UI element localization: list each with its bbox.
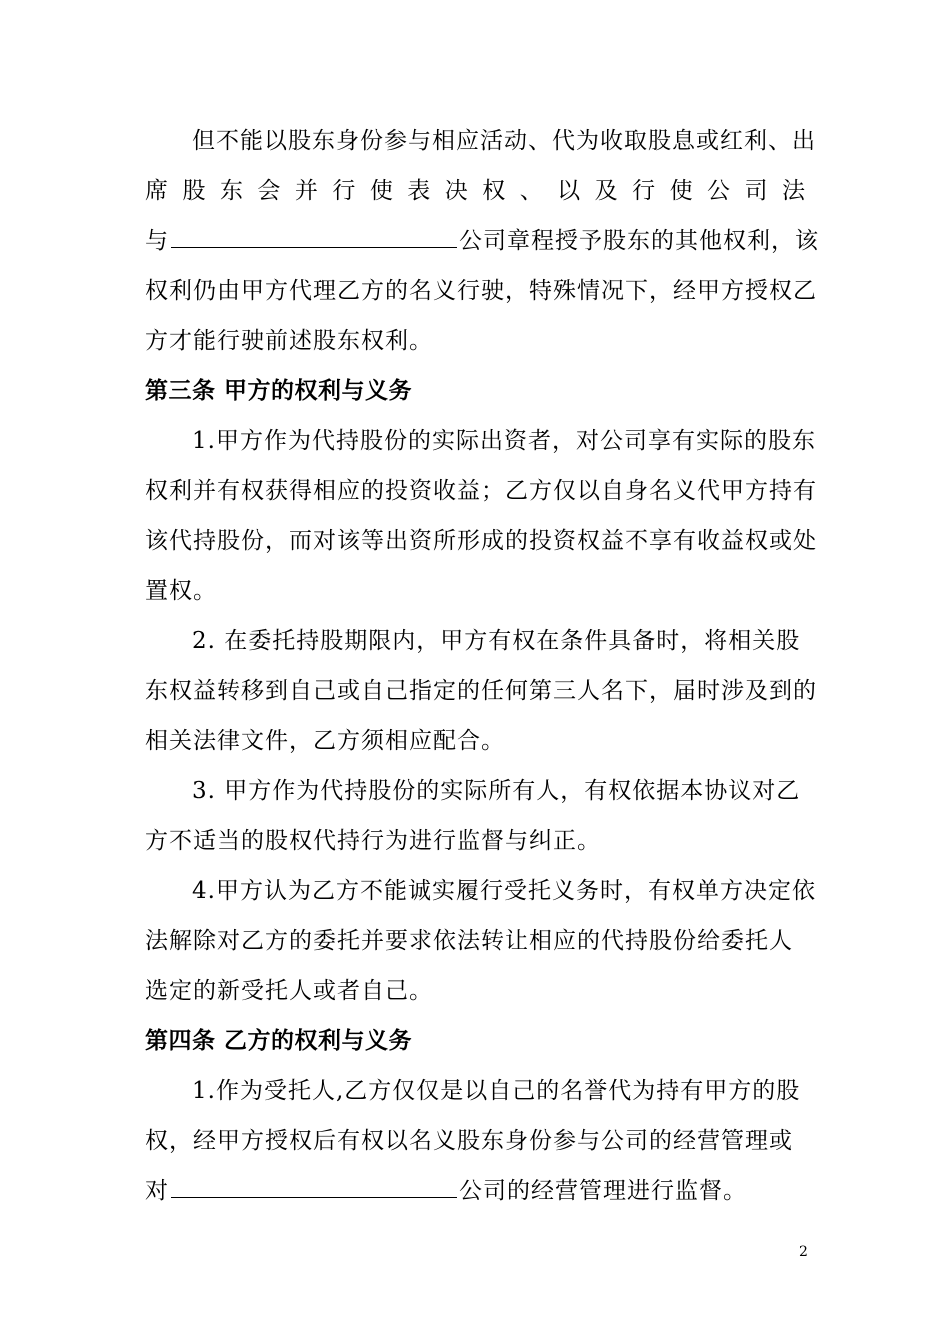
page-number: 2 [799, 1244, 808, 1260]
paragraph-line: 权利仍由甲方代理乙方的名义行驶，特殊情况下，经甲方授权乙 [145, 278, 817, 304]
char: 决 [444, 178, 468, 204]
article-heading: 第三条 甲方的权利与义务 [145, 377, 413, 404]
line-prefix: 对 [145, 1178, 169, 1204]
char: 权 [482, 178, 506, 204]
fill-in-blank[interactable] [171, 1177, 457, 1198]
paragraph-line: 但不能以股东身份参与相应活动、代为收取股息或红利、出 [192, 128, 816, 154]
char: 表 [407, 178, 431, 204]
paragraph-line: 1.甲方作为代持股份的实际出资者，对公司享有实际的股东 [192, 428, 816, 454]
article-heading: 第四条 乙方的权利与义务 [145, 1027, 413, 1054]
paragraph-line: 置权。 [145, 578, 217, 604]
char: 股 [182, 178, 206, 204]
paragraph-line: 该代持股份，而对该等出资所形成的投资权益不享有收益权或处 [145, 528, 817, 554]
paragraph-line: 权，经甲方授权后有权以名义股东身份参与公司的经营管理或 [145, 1128, 793, 1154]
line-prefix: 与 [145, 228, 169, 254]
paragraph-line: 方不适当的股权代持行为进行监督与纠正。 [145, 828, 601, 854]
paragraph-line: 1.作为受托人,乙方仅仅是以自己的名誉代为持有甲方的股 [192, 1078, 801, 1104]
paragraph-line: 方才能行驶前述股东权利。 [145, 328, 433, 354]
line-suffix: 公司章程授予股东的其他权利，该 [459, 228, 819, 254]
paragraph-line-with-blank [145, 1176, 747, 1206]
char: 以 [557, 178, 581, 204]
paragraph-line: 4.甲方认为乙方不能诚实履行受托义务时，有权单方决定依 [192, 878, 816, 904]
char: 司 [744, 178, 768, 204]
paragraph-line: 选定的新受托人或者自己。 [145, 978, 433, 1004]
paragraph-line: 3. 甲方作为代持股份的实际所有人，有权依据本协议对乙 [192, 778, 801, 804]
paragraph-line: 相关法律文件，乙方须相应配合。 [145, 728, 505, 754]
char: 使 [669, 178, 693, 204]
char: 及 [594, 178, 618, 204]
char: 行 [332, 178, 356, 204]
char: 并 [294, 178, 318, 204]
char: 东 [219, 178, 243, 204]
char: 行 [632, 178, 656, 204]
char: 法 [781, 178, 805, 204]
char: 公 [707, 178, 731, 204]
fill-in-blank[interactable] [171, 227, 457, 248]
paragraph-line-with-blank [145, 226, 819, 256]
paragraph-line: 法解除对乙方的委托并要求依法转让相应的代持股份给委托人 [145, 928, 793, 954]
justified-paragraph-line [145, 176, 805, 206]
paragraph-line: 东权益转移到自己或自己指定的任何第三人名下，届时涉及到的 [145, 678, 817, 704]
paragraph-line: 权利并有权获得相应的投资收益；乙方仅以自身名义代甲方持有 [145, 478, 817, 504]
line-suffix: 公司的经营管理进行监督。 [459, 1178, 747, 1204]
char: 、 [519, 178, 543, 204]
char: 使 [369, 178, 393, 204]
char: 席 [145, 178, 168, 204]
char: 会 [257, 178, 281, 204]
paragraph-line: 2. 在委托持股期限内，甲方有权在条件具备时，将相关股 [192, 628, 801, 654]
